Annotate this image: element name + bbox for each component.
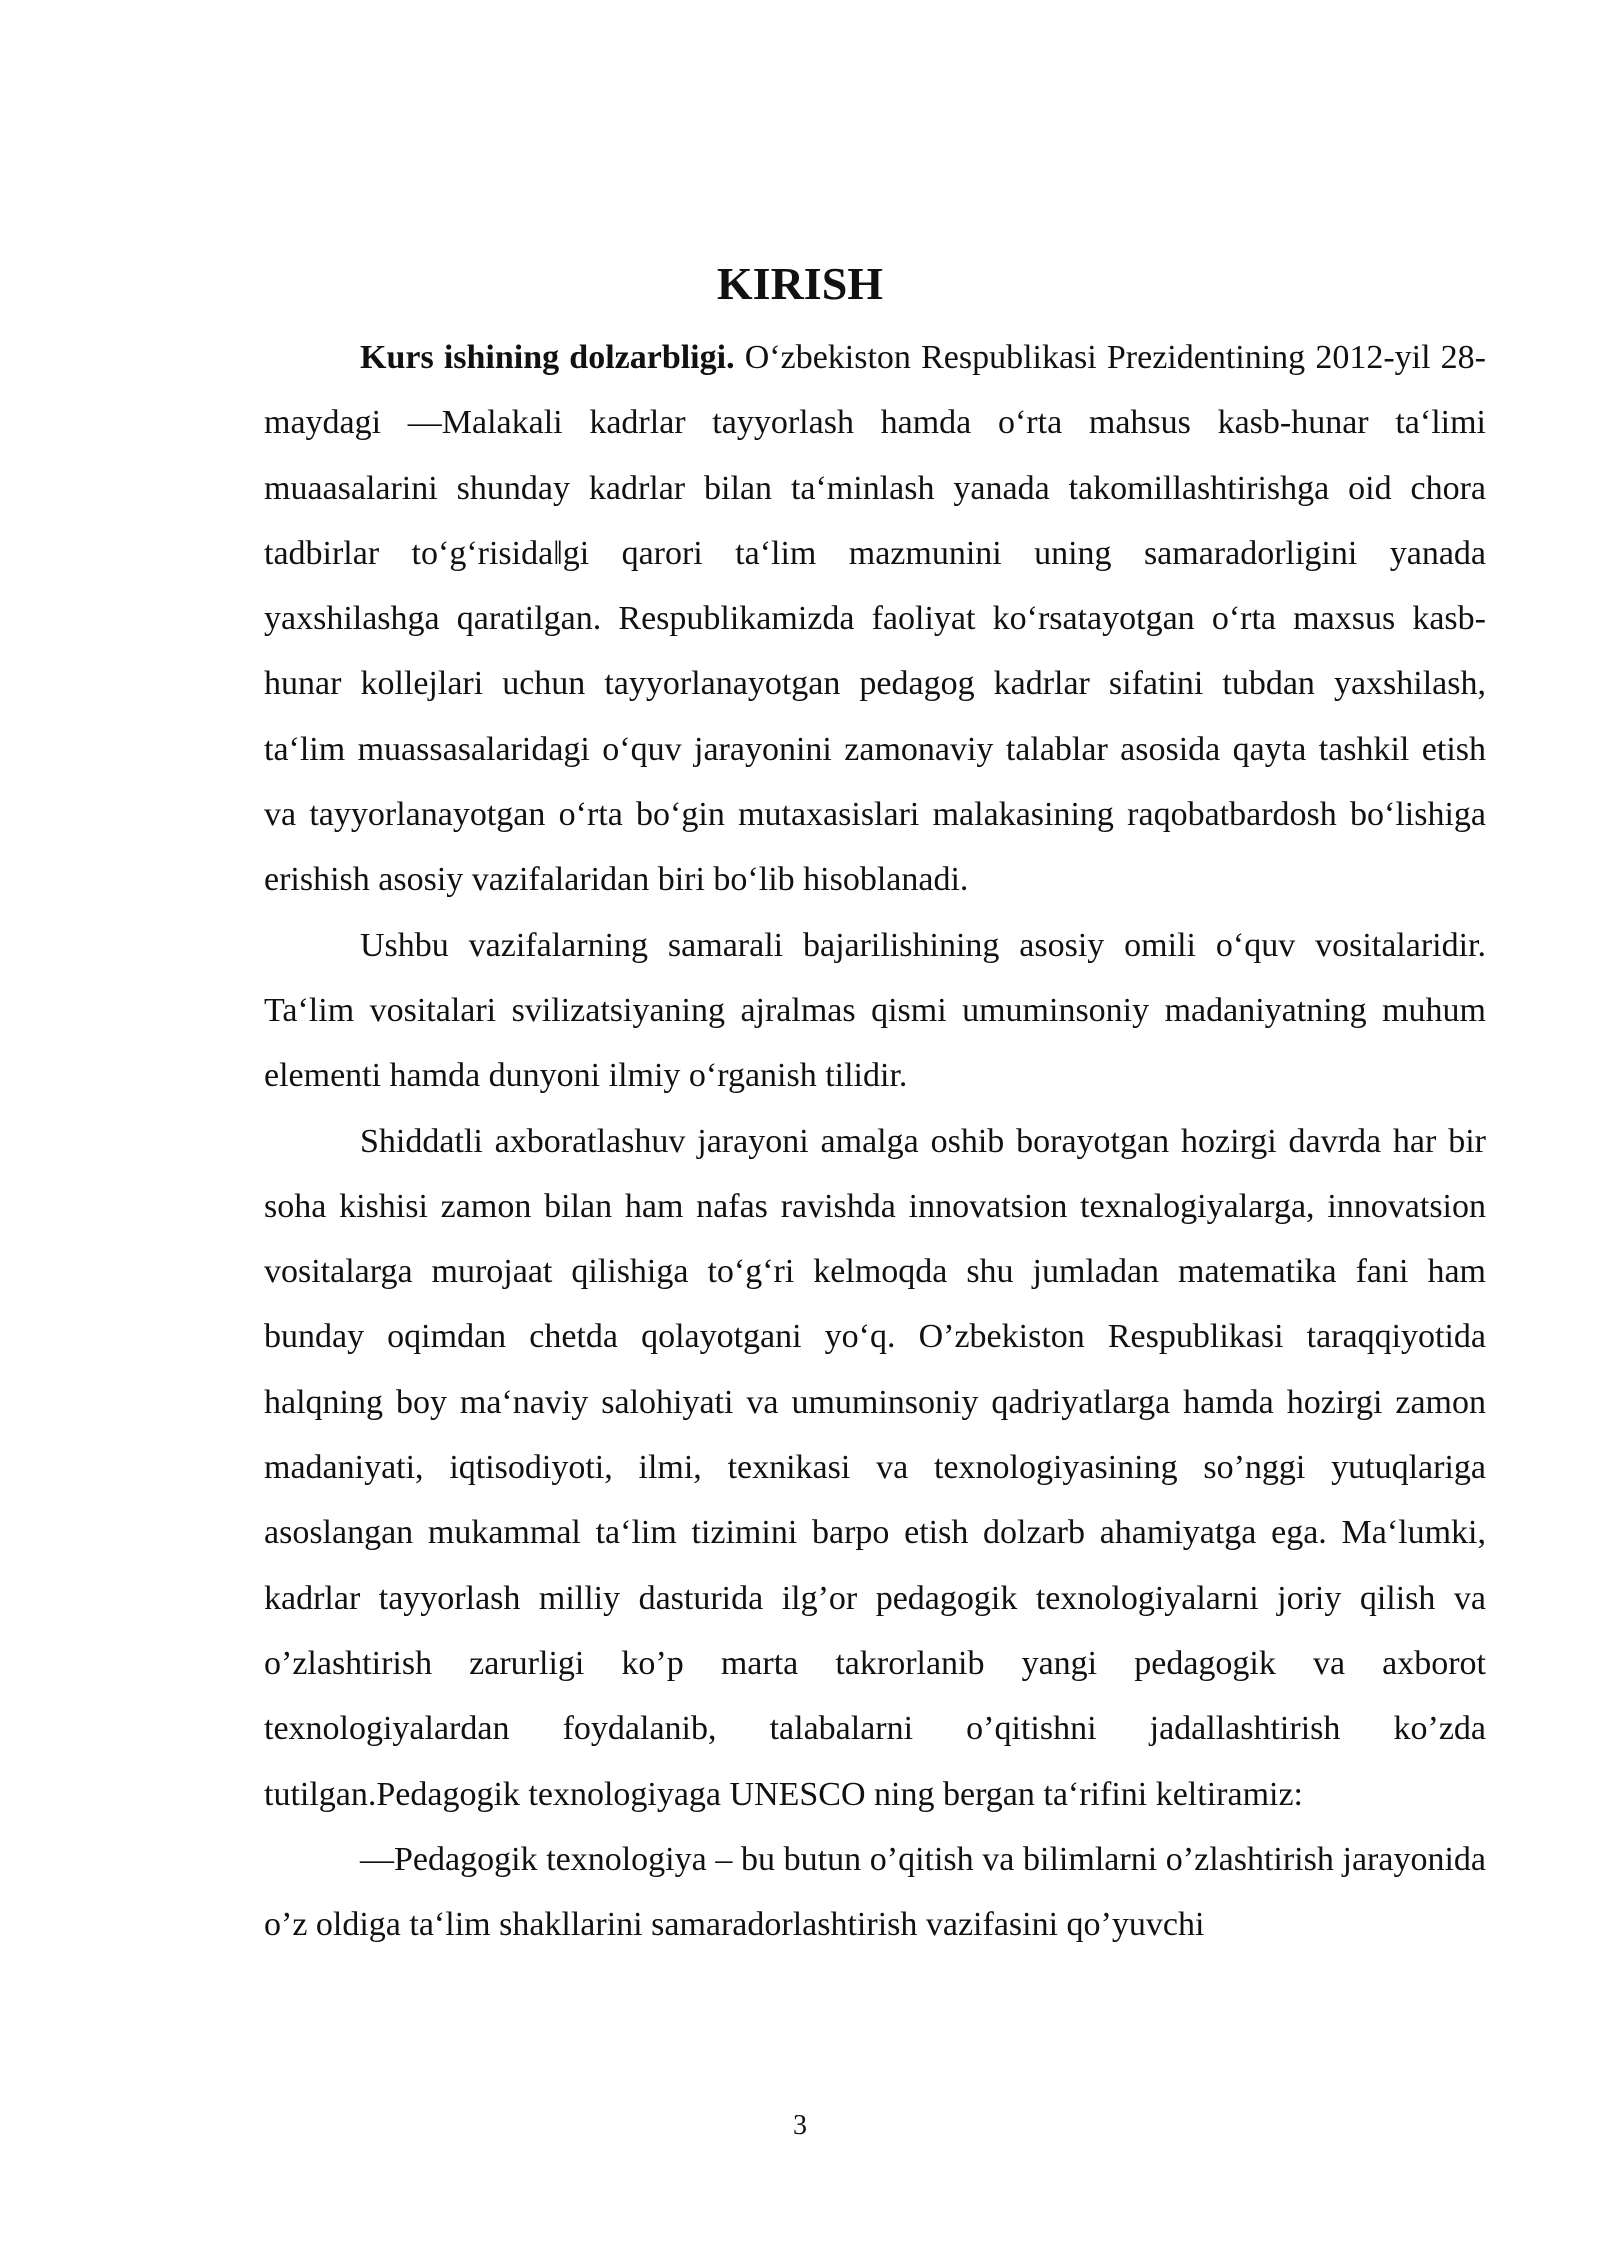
paragraph-tools [264,913,1486,1109]
paragraph-lead: Kurs ishining dolzarbligi. [360,339,735,376]
paragraph-text: Ushbu vazifalarning samarali bajarilishining asosiy omili o‘quv vositalaridir. Ta‘lim vositalari svilizatsiyaning ajralmas qismi umuminsoniy madaniyatning muhum elementi hamda dunyoni ilmiy o‘rganish tilidir. [264,926,1486,1095]
paragraph-definition [264,1827,1486,1958]
paragraph-relevance [264,325,1486,913]
paragraph-informatization [264,1109,1486,1827]
paragraph-text: O‘zbekiston Respublikasi Prezidentining 2012-yil 28-maydagi ―Malakali kadrlar tayyorlash hamda o‘rta mahsus kasb-hunar ta‘limi muaasalarini shunday kadrlar bilan ta‘minlash yanada takomillashtirishga oid chora tadbirlar to‘g‘risida‖gi qarori ta‘lim mazmunini uning samaradorligini yanada yaxshilashga qaratilgan. Respublikamizda faoliyat ko‘rsatayotgan o‘rta maxsus kasb-hunar kollejlari uchun tayyorlanayotgan pedagog kadrlar sifatini tubdan yaxshilash, ta‘lim muassasalaridagi o‘quv jarayonini zamonaviy talablar asosida qayta tashkil etish va tayyorlanayotgan o‘rta bo‘gin mutaxasislari malakasining raqobatbardosh bo‘lishiga erishish asosiy vazifalaridan biri bo‘lib hisoblanadi. [264,339,1487,899]
paragraph-text: Shiddatli axboratlashuv jarayoni amalga oshib borayotgan hozirgi davrda har bir soha kishisi zamon bilan ham nafas ravishda innovatsion texnalogiyalarga, innovatsion vositalarga murojaat qilishiga to‘g‘ri kelmoqda shu jumladan matematika fani ham bunday oqimdan chetda qolayotgani yo‘q. O’zbekiston Respublikasi taraqqiyotida halqning boy ma‘naviy salohiyati va umuminsoniy qadriyatlarga hamda hozirgi zamon madaniyati, iqtisodiyoti, ilmi, texnikasi va texnologiyasining so’nggi yutuqlariga asoslangan mukammal ta‘lim tizimini barpo etish dolzarb ahamiyatga ega. Ma‘lumki, kadrlar tayyorlash milliy dasturida ilg’or pedagogik texnologiyalarni joriy qilish va o’zlashtirish zarurligi ko’p marta takrorlanib yangi pedagogik va axborot texnologiyalardan foydalanib, talabalarni o’qitishni jadallashtirish ko’zda tutilgan.Pedagogik texnologiyaga UNESCO ning bergan ta‘rifini keltiramiz: [264,1122,1486,1813]
page-title: KIRISH [716,258,884,309]
page-number: 3 [793,2110,807,2141]
paragraph-text: ―Pedagogik texnologiya – bu butun o’qitish va bilimlarni o’zlashtirish jarayonida o’z oldiga ta‘lim shakllarini samaradorlashtirish vazifasini qo’yuvchi [264,1840,1486,1944]
body-text [264,325,1486,1957]
